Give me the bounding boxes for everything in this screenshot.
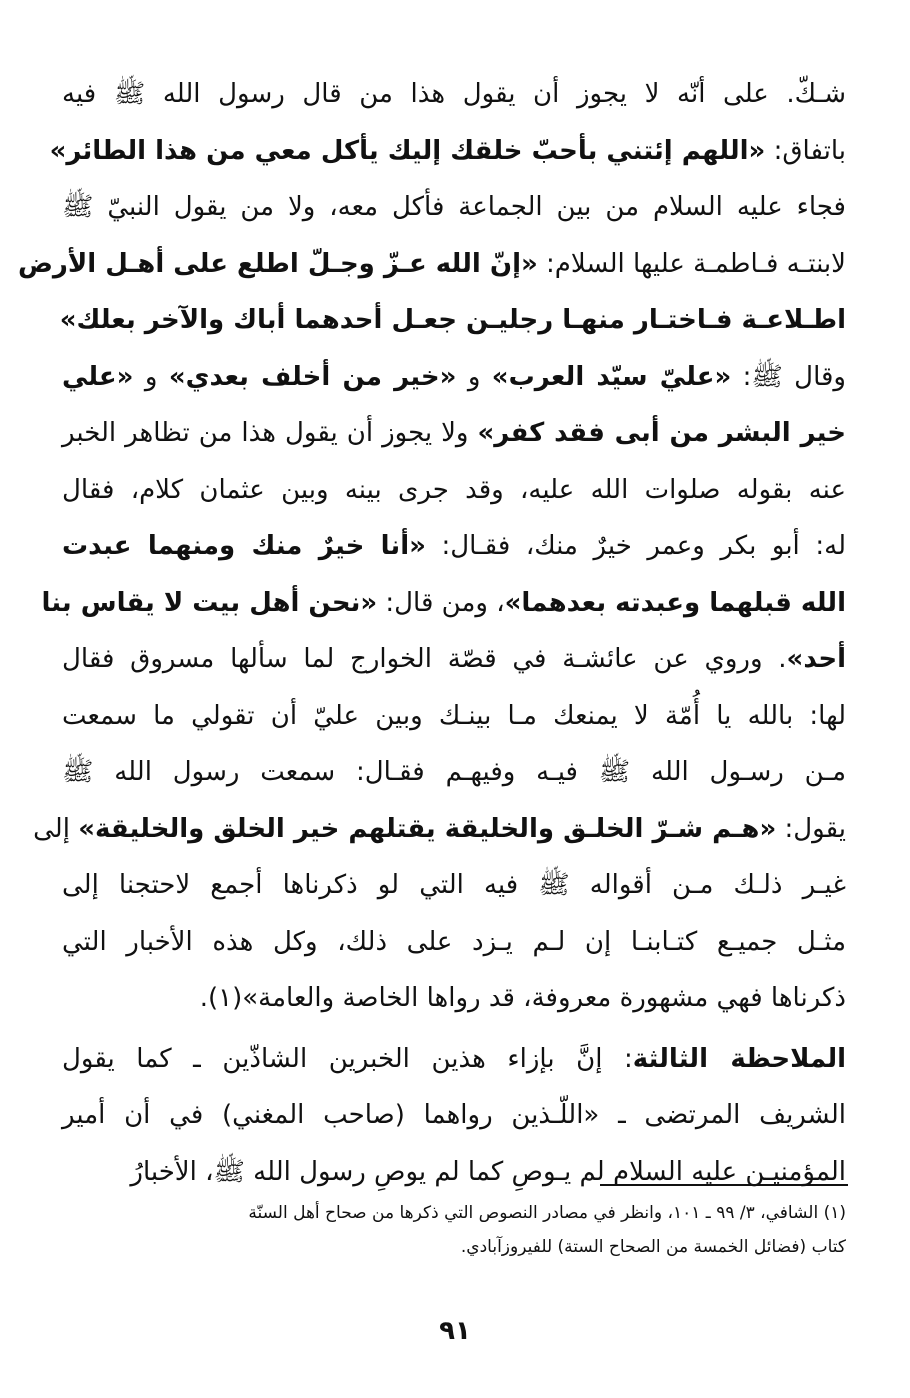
text-segment: يقول:	[776, 813, 846, 844]
text-segment: له: أبو بكر وعمر خيرٌ منك، فقـال:	[425, 531, 846, 561]
bold-quote-segment: «هـم شـرّ الخلـق والخليقة يقتلهم خير الخلق والخليقة»	[78, 813, 777, 844]
text-line	[62, 518, 846, 575]
bold-quote-segment: «عليّ سيّد العرب»	[491, 361, 732, 392]
text-segment: و	[456, 361, 492, 392]
bold-quote-segment: خير البشر من أبى فقد كفر»	[477, 418, 846, 448]
text-line	[62, 462, 846, 519]
text-segment: لها: بالله يا أُمّة لا يمنعك مـا بينـك وبين عليّ أن تقولي ما سمعت	[62, 700, 846, 731]
bold-quote-segment: أحد»	[786, 644, 846, 674]
bold-quote-segment: الله قبلهما وعبدته بعدهما»	[504, 587, 846, 618]
bold-quote-segment: «نحن أهل بيت لا يقاس بنا	[41, 587, 378, 618]
text-segment: غيـر ذلـك مـن أقواله ﷺ فيه التي لو ذكرناها أجمع لاحتجنا إلى	[62, 870, 846, 900]
footnote-line: كتاب (فضائل الخمسة من الصحاح الستة) للفيروزآبادي.	[460, 1237, 846, 1257]
text-line	[59, 292, 846, 349]
bold-quote-segment: الملاحظة الثالثة	[632, 1043, 847, 1074]
text-line	[62, 1087, 846, 1144]
text-line	[62, 349, 846, 406]
text-line	[17, 236, 846, 293]
text-line	[62, 631, 846, 688]
text-segment: المؤمنيـن عليه السلام لم يـوصِ كما لم يوصِ رسول الله ﷺ، الأخبارُ	[130, 1156, 846, 1187]
text-segment: الشريف المرتضى ـ «اللّـذين رواهما (صاحب المغني) في أن أمير	[62, 1100, 846, 1130]
text-segment: وقال ﷺ:	[731, 361, 846, 392]
paragraph-one	[17, 66, 846, 1027]
text-segment: عنه بقوله صلوات الله عليه، وقد جرى بينه وبين عثمان كلام، فقال	[62, 474, 846, 505]
bold-quote-segment: «أنا خيرٌ منك ومنهما عبدت	[62, 531, 426, 561]
text-segment: . وروي عن عائشـة في قصّة الخوارج لما سألها مسروق فقال	[62, 644, 787, 674]
text-line	[62, 970, 846, 1027]
footnote-divider	[600, 1184, 848, 1186]
text-segment: لابنتـه فـاطمـة عليها السلام:	[537, 248, 846, 279]
text-line	[62, 1144, 846, 1201]
text-line	[62, 66, 846, 123]
text-segment: ، ومن قال:	[377, 587, 505, 618]
text-segment: إلى	[33, 813, 79, 844]
bold-quote-segment: «علي	[62, 361, 134, 392]
text-segment: شـكّ. على أنّه لا يجوز أن يقول هذا من قال رسول الله ﷺ فيه	[62, 79, 846, 109]
text-line	[33, 801, 846, 858]
text-segment: : إنَّ بإزاء هذين الخبرين الشاذّين ـ كما يقول	[62, 1043, 633, 1074]
text-segment: مـن رسـول الله ﷺ فيـه وفيهـم فقـال: سمعت رسول الله ﷺ	[62, 757, 846, 787]
footnotes	[62, 1196, 846, 1264]
bold-quote-segment: اطـلاعـة فـاختـار منهـا رجليـن جعـل أحدهما أباك والآخر بعلك»	[59, 305, 846, 335]
text-line	[62, 744, 846, 801]
text-segment: فجاء عليه السلام من بين الجماعة فأكل معه، ولا من يقول النبيّ ﷺ	[62, 192, 846, 222]
text-segment: و	[133, 361, 169, 392]
text-segment: مثـل جميـع كتـابنـا إن لـم يـزد على ذلك، وكل هذه الأخبار التي	[62, 926, 846, 957]
paragraph-two	[62, 1031, 846, 1201]
text-line	[41, 575, 846, 632]
footnote-line: (١) الشافي، ٣/ ٩٩ ـ ١٠١، وانظر في مصادر النصوص التي ذكرها من صحاح أهل السنّة	[248, 1203, 846, 1223]
bold-quote-segment: «خير من أخلف بعدي»	[168, 361, 457, 392]
text-line	[62, 688, 846, 745]
text-line	[62, 1031, 846, 1088]
text-segment: ذكرناها فهي مشهورة معروفة، قد رواها الخاصة والعامة»(١).	[199, 983, 846, 1013]
text-line	[49, 123, 846, 180]
page-number: ٩١	[439, 1316, 471, 1346]
text-segment: باتفاق:	[765, 135, 846, 166]
bold-quote-segment: «إنّ الله عـزّ وجـلّ اطلع على أهـل الأرض	[17, 248, 538, 279]
text-line	[62, 914, 846, 971]
text-line	[62, 179, 846, 236]
page-body	[17, 66, 847, 1200]
text-line	[62, 405, 846, 462]
text-segment: ولا يجوز أن يقول هذا من تظاهر الخبر	[62, 418, 478, 448]
bold-quote-segment: «اللهم إئتني بأحبّ خلقك إليك يأكل معي من هذا الطائر»	[49, 135, 766, 166]
text-line	[62, 857, 846, 914]
